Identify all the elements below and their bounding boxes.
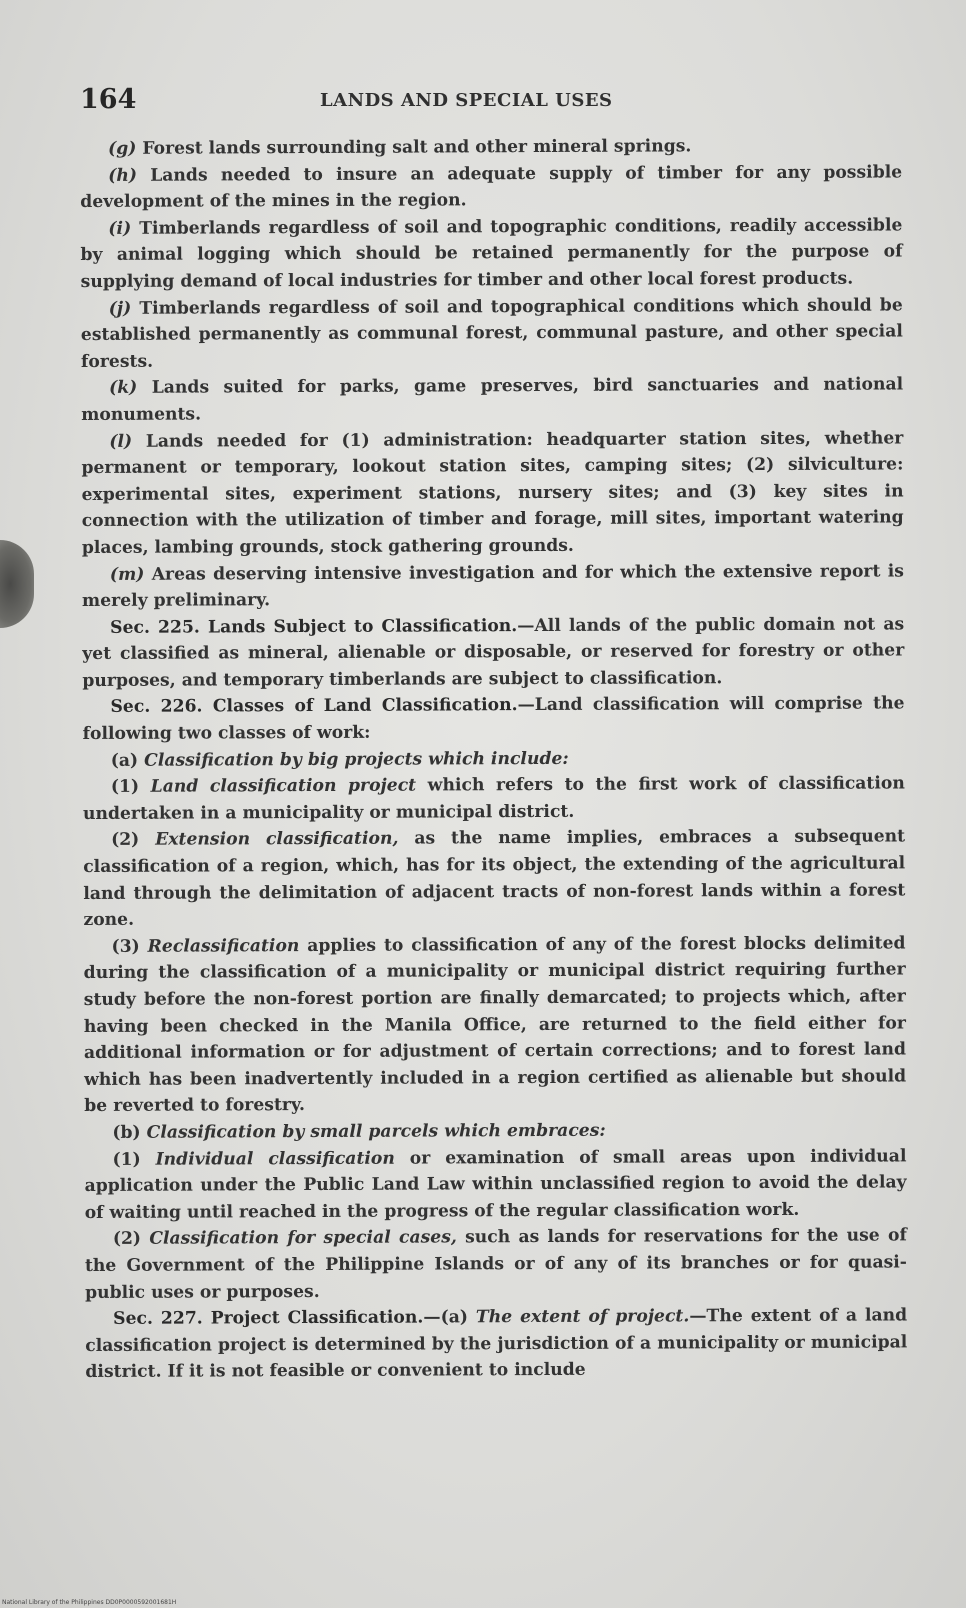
item-term: Individual classification [155,1148,395,1170]
section-heading: Sec. 226. Classes of Land Classification. [110,695,518,718]
paragraph-j [81,292,903,375]
paragraph-226a [83,744,905,774]
item-number: (1) [112,1149,141,1170]
item-title: Classification by big projects which include: [144,748,569,771]
dash: — [423,1307,441,1328]
item-marker: (m) [109,564,145,585]
paragraph-h [80,159,902,216]
paragraph-text: Areas deserving intensive investigation and for which the extensive report is merely preliminary. [81,560,904,612]
paragraph-text: such as lands for reservations for the use of the Government of the Philippine Islands or of any of its branches or for quasi-public uses or purposes. [84,1225,907,1303]
paragraph-l [81,425,904,562]
item-term: Reclassification [147,935,300,957]
paragraph-g [80,132,902,162]
paragraph-m [82,558,904,615]
section-text: —Land classification will comprise the following two classes of work: [82,693,905,745]
paragraph-text: which refers to the first work of classification undertaken in a municipality or municipal district. [82,773,905,824]
binding-blot [0,540,34,628]
paragraph-226b [84,1116,906,1146]
paragraph-text: Lands needed for (1) administration: headquarter station sites, whether permanent or temporary, lookout station sites, camping sites; (2) silviculture: experimental sites, experiment stations, nursery sites; and (3) key sites in connection with the utilization of timber and forage, mill sites, important watering places, lambing grounds, stock gathering grounds. [81,427,904,558]
paragraph-i [80,212,902,295]
paragraph-226b2 [85,1223,907,1306]
section-heading: Sec. 225. Lands Subject to Classification. [110,615,518,638]
paragraph-text: Timberlands regardless of soil and topographical conditions which should be established permanently as communal forest, communal pasture, and other special forests. [80,294,903,372]
page-number: 164 [80,84,137,115]
section-226 [82,691,904,748]
section-225 [82,611,904,694]
item-marker: (l) [109,431,133,452]
item-number: (1) [110,776,140,798]
paragraph-text: or examination of small areas upon individual application under the Public Land Law within unclassified region to avoid the delay of waiting until reached in the progress of the regular classification work. [84,1145,907,1223]
item-term: The extent of project. [475,1306,690,1328]
section-heading: Sec. 227. Project Classification. [113,1307,424,1329]
body-text [80,132,907,1385]
paragraph-text: Timberlands regardless of soil and topographic conditions, readily accessible by animal logging which should be retained permanently for the purpose of supplying demand of local industries for timber and other local forest products. [80,215,903,292]
section-text: —All lands of the public domain not as yet classified as mineral, alienable or disposable, or reserved for forestry or other purposes, and temporary timberlands are subject to classification. [82,614,905,691]
item-marker: (i) [108,218,132,239]
library-stamp: National Library of the Philippines DD0P0000592001681H [2,1599,177,1606]
item-marker: (a) [110,750,139,771]
paragraph-text: Lands suited for parks, game preserves, bird sanctuaries and national monuments. [81,374,904,425]
paragraph-text: Lands needed to insure an adequate supply of timber for any possible development of the mines in the region. [80,162,903,213]
page-header [80,84,900,124]
running-title: LANDS AND SPECIAL USES [320,90,613,111]
item-marker: (j) [108,298,132,319]
paragraph-226a2 [83,824,905,934]
section-227 [85,1303,907,1386]
paragraph-226a1 [83,771,905,828]
item-number: (2) [111,830,140,851]
item-marker: (h) [108,165,137,186]
item-marker: (k) [109,378,138,399]
paragraph-226b1 [84,1143,906,1226]
item-number: (3) [111,936,140,957]
paragraph-k [81,372,903,429]
item-number: (2) [112,1229,142,1250]
paragraph-text: applies to classification of any of the forest blocks delimited during the classification of a municipality or municipal district requiring further study before the non-forest portion are finally demarcated; to projects which, after having been checked in the Manila Office, are returned to the field either for additional information or for adjustment of certain corrections; and to forest land which has been inadvertently included in a region certified as alienable but should be reverted to forestry. [83,933,907,1117]
item-title: Classification by small parcels which embraces: [146,1120,606,1143]
item-marker: (g) [108,138,137,159]
item-term: Classification for special cases, [149,1227,457,1250]
item-marker: (a) [440,1307,468,1328]
paragraph-226a3 [83,930,906,1120]
paragraph-text: as the name implies, embraces a subsequent classification of a region, which, has for its object, the extending of the agricultural land through the delimitation of adjacent tracts of non-forest lands within a forest zone. [83,826,906,931]
item-term: Land classification project [150,775,417,797]
item-term: Extension classification, [155,829,399,851]
item-marker: (b) [112,1122,141,1143]
paragraph-text: Forest lands surrounding salt and other mineral springs. [136,136,692,159]
section-text: —The extent of a land classification project is determined by the jurisdiction of a municipality or municipal district. If it is not feasible or convenient to include [85,1305,908,1383]
